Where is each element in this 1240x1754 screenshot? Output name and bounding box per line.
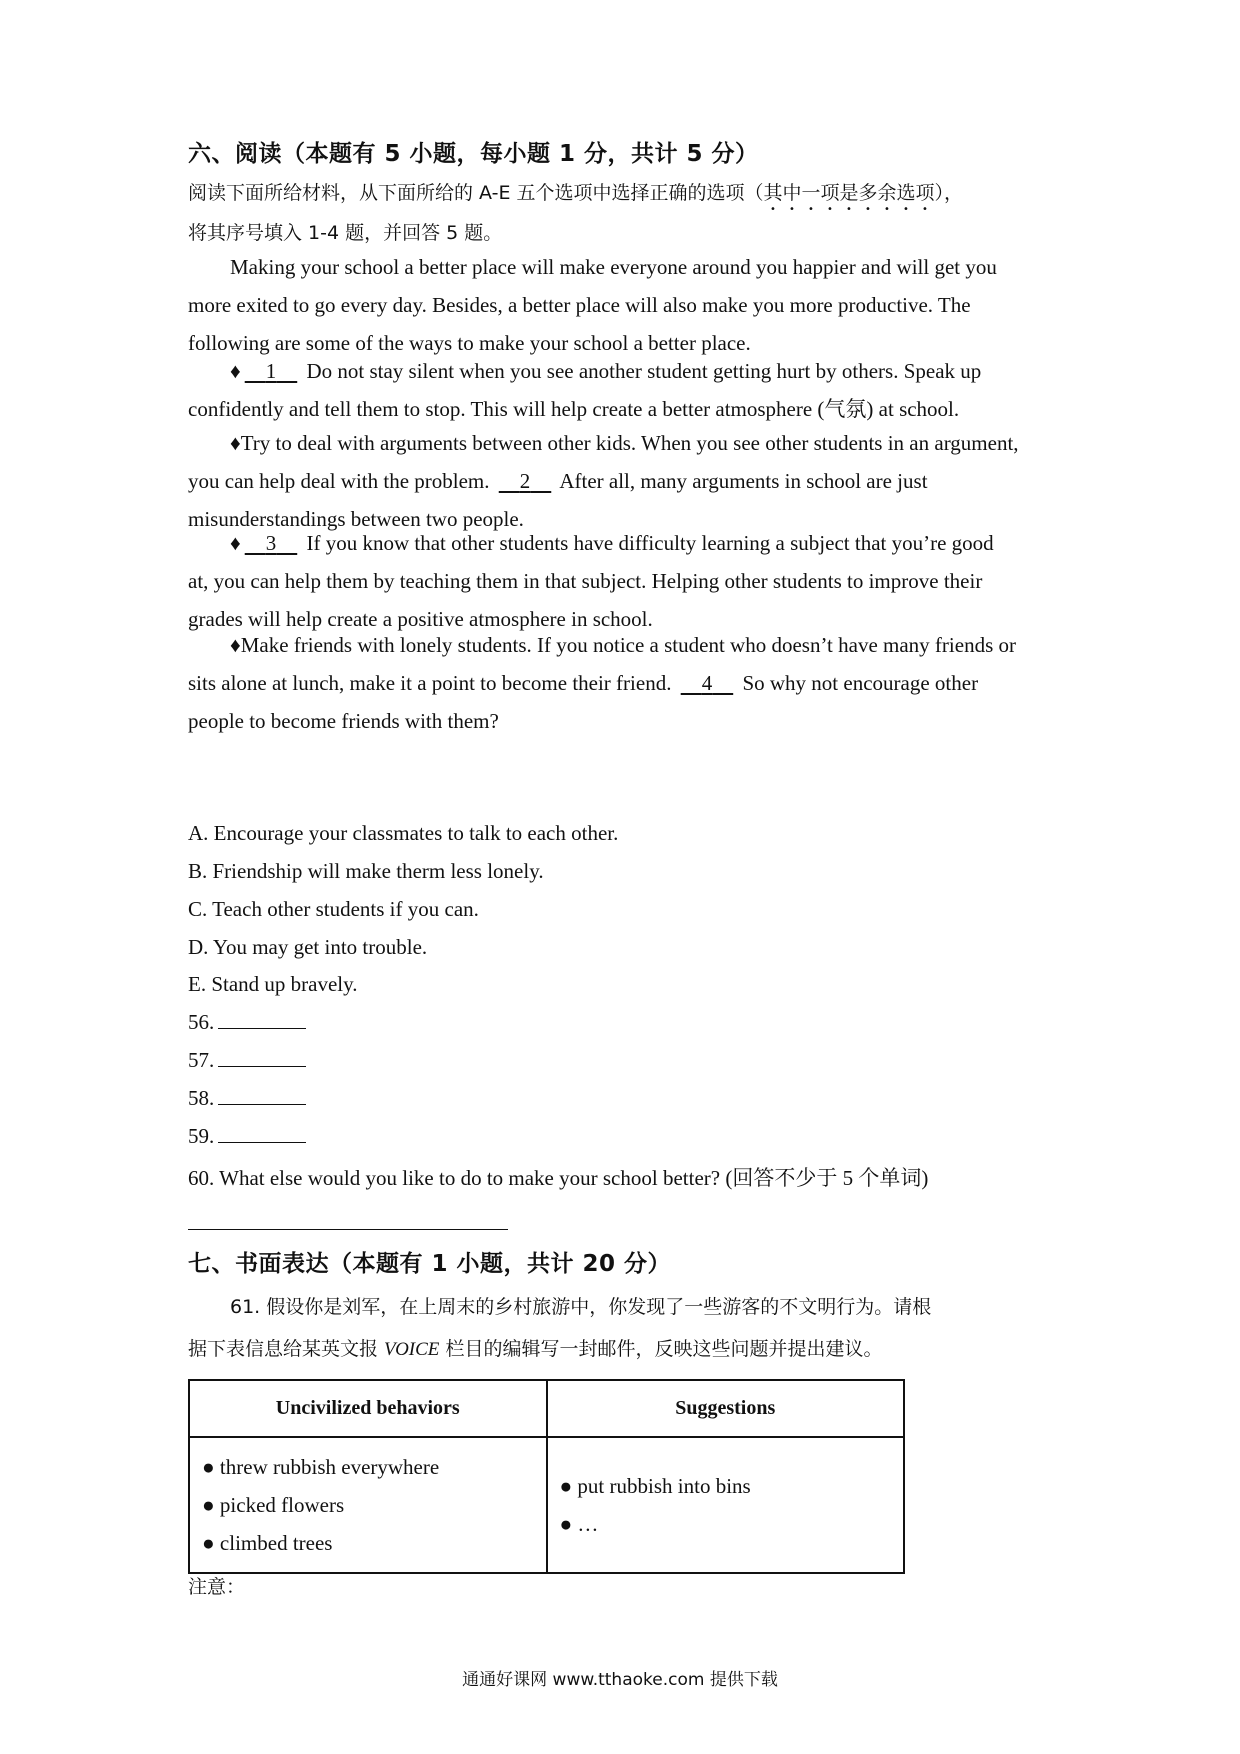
blank-4: 4	[701, 671, 713, 695]
question-60: 60. What else would you like to do to make your school better? (回答不少于 5 个单词)	[188, 1166, 929, 1190]
bullet-1	[188, 352, 1068, 428]
note-label: 注意：	[188, 1576, 246, 1598]
answer-blank[interactable]	[218, 1048, 306, 1067]
answer-58: 58.	[188, 1086, 306, 1111]
reading-intro	[188, 248, 1068, 362]
bullet-1-line-2: confidently and tell them to stop. This will help create a better atmosphere (气氛) at school.	[188, 397, 960, 421]
diamond-icon: ♦	[230, 531, 241, 555]
intro-line: Making your school a better place will make everyone around you happier and will get you	[230, 255, 997, 279]
answer-blank[interactable]	[218, 1086, 306, 1105]
bullet-3-line-3: grades will help create a positive atmosphere in school.	[188, 607, 653, 631]
table-row	[189, 1437, 904, 1573]
behaviors-cell	[189, 1437, 547, 1573]
answer-blank[interactable]	[218, 1010, 306, 1029]
blank-1: 1	[265, 359, 277, 383]
section-7-heading: 七、书面表达（本题有 1 小题，共计 20 分）	[188, 1251, 672, 1277]
bullet-4-line-2: sits alone at lunch, make it a point to become their friend. 4 So why not encourage other	[188, 664, 1068, 702]
bullet-2	[188, 424, 1068, 538]
intro-line: following are some of the ways to make your school a better place.	[188, 331, 751, 355]
bullet-4-line-1: ♦Make friends with lonely students. If you notice a student who doesn’t have many friends or	[230, 633, 1016, 657]
option-e: E. Stand up bravely.	[188, 972, 358, 996]
list-item: ● threw rubbish everywhere	[202, 1455, 440, 1479]
header-behaviors: Uncivilized behaviors	[189, 1380, 547, 1437]
suggestions-cell	[547, 1437, 905, 1573]
writing-prompt-line-2: 据下表信息给某英文报 VOICE 栏目的编辑写一封邮件，反映这些问题并提出建议。	[188, 1338, 883, 1360]
bullet-3	[188, 524, 1068, 638]
instruction-part-c: ），	[934, 182, 964, 204]
option-b: B. Friendship will make therm less lonely.	[188, 859, 544, 883]
bullet-2-line-1: ♦Try to deal with arguments between other kids. When you see other students in an argument,	[230, 431, 1019, 455]
writing-prompt-line-1: 61. 假设你是刘军，在上周末的乡村旅游中，你发现了一些游客的不文明行为。请根	[230, 1296, 932, 1318]
bullet-4	[188, 626, 1068, 740]
blank-3: 3	[265, 531, 277, 555]
list-item: ● …	[559, 1512, 599, 1536]
bullet-2-line-3: misunderstandings between two people.	[188, 507, 524, 531]
page-footer: 通通好课网 www.tthaoke.com 提供下载	[462, 1670, 778, 1690]
table-header-row	[189, 1380, 904, 1437]
header-suggestions: Suggestions	[547, 1380, 905, 1437]
instruction-part-a: 阅读下面所给材料，从下面所给的 A-E 五个选项中选择正确的选项（	[188, 182, 764, 204]
answer-57: 57.	[188, 1048, 306, 1073]
bullet-2-line-2: you can help deal with the problem. 2 After all, many arguments in school are just	[188, 462, 1068, 500]
bullet-4-line-3: people to become friends with them?	[188, 709, 499, 733]
option-a: A. Encourage your classmates to talk to each other.	[188, 821, 619, 845]
list-item: ● put rubbish into bins	[559, 1474, 751, 1498]
list-item: ● picked flowers	[202, 1493, 345, 1517]
answer-blank[interactable]	[218, 1124, 306, 1143]
answer-59: 59.	[188, 1124, 306, 1149]
option-c: C. Teach other students if you can.	[188, 897, 479, 921]
instruction-emphasis: 其中一项是多余选项	[763, 182, 935, 204]
intro-line: more exited to go every day. Besides, a better place will also make you more productive. The	[188, 293, 971, 317]
section-6-instruction-line-2: 将其序号填入 1-4 题，并回答 5 题。	[188, 222, 503, 244]
blank-2: 2	[519, 469, 531, 493]
bullet-3-line-1: ♦ 3 If you know that other students have difficulty learning a subject that you’re good	[188, 524, 1068, 562]
bullet-3-line-2: at, you can help them by teaching them in that subject. Helping other students to improve their	[188, 569, 983, 593]
answer-56: 56.	[188, 1010, 306, 1035]
option-d: D. You may get into trouble.	[188, 935, 428, 959]
section-6-instruction-line-1	[188, 178, 963, 215]
bullet-1-line-1: ♦ 1 Do not stay silent when you see another student getting hurt by others. Speak up	[188, 352, 1068, 390]
section-6-heading: 六、阅读（本题有 5 小题，每小题 1 分，共计 5 分）	[188, 141, 759, 167]
diamond-icon: ♦	[230, 359, 241, 383]
answer-60-line[interactable]	[188, 1229, 508, 1230]
list-item: ● climbed trees	[202, 1531, 333, 1555]
behavior-suggestion-table	[188, 1379, 905, 1574]
